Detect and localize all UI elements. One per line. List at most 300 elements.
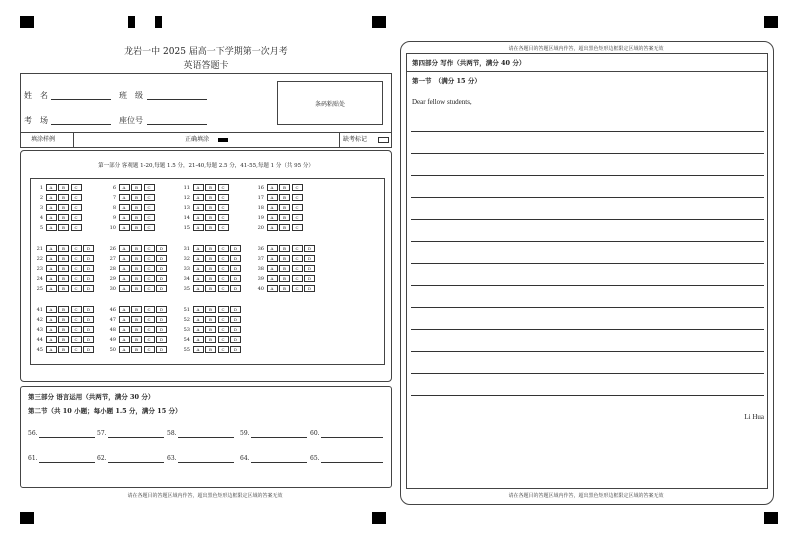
question-number: 37 [257, 256, 264, 262]
answer-bubble[interactable]: B [58, 336, 69, 343]
question-number: 6 [112, 185, 116, 191]
answer-bubble[interactable]: C [71, 245, 82, 252]
question-row [33, 336, 94, 343]
answer-bubble[interactable]: B [205, 194, 216, 201]
answer-bubble[interactable]: C [144, 275, 155, 282]
answer-blank[interactable] [251, 437, 307, 438]
answer-bubble[interactable]: C [71, 184, 82, 191]
fill-sample-label: 填涂样例 [31, 136, 56, 143]
writing-line[interactable] [411, 373, 764, 374]
question-number: 1 [39, 185, 43, 191]
writing-line[interactable] [411, 197, 764, 198]
question-number: 23 [36, 266, 43, 272]
answer-bubble[interactable]: A [46, 346, 57, 353]
writing-line[interactable] [411, 219, 764, 220]
question-number: 20 [257, 225, 264, 231]
correct-fill-sample [218, 138, 228, 142]
answer-bubble[interactable]: B [205, 346, 216, 353]
answer-bubble[interactable]: C [71, 194, 82, 201]
writing-line[interactable] [411, 307, 764, 308]
answer-bubble[interactable]: A [193, 346, 204, 353]
answer-bubble[interactable]: A [193, 306, 204, 313]
answer-bubble[interactable]: A [267, 224, 278, 231]
answer-bubble[interactable]: B [131, 255, 142, 262]
question-number: 18 [257, 205, 264, 211]
question-row [180, 245, 241, 252]
answer-bubble[interactable]: B [205, 275, 216, 282]
answer-bubble[interactable]: C [218, 326, 229, 333]
question-row [180, 204, 229, 211]
question-row [254, 285, 315, 292]
answer-bubble[interactable]: D [83, 346, 94, 353]
answer-bubble[interactable]: B [58, 194, 69, 201]
question-row [180, 306, 241, 313]
answer-bubble[interactable]: A [46, 214, 57, 221]
answer-bubble[interactable]: A [119, 346, 130, 353]
question-row [106, 204, 155, 211]
answer-bubble[interactable]: A [267, 184, 278, 191]
page-title: 龙岩一中 2025 届高一下学期第一次月考 [124, 47, 288, 57]
answer-bubble[interactable]: C [144, 306, 155, 313]
answer-bubble[interactable]: A [119, 184, 130, 191]
question-number: 38 [257, 266, 264, 272]
question-number: 39 [257, 276, 264, 282]
answer-bubble[interactable]: D [304, 255, 315, 262]
answer-bubble[interactable]: B [131, 346, 142, 353]
answer-bubble[interactable]: C [218, 285, 229, 292]
answer-bubble[interactable]: D [156, 336, 167, 343]
answer-bubble[interactable]: C [144, 346, 155, 353]
question-number: 24 [36, 276, 43, 282]
writing-line[interactable] [411, 329, 764, 330]
answer-bubble[interactable]: A [119, 224, 130, 231]
answer-bubble[interactable]: D [230, 346, 241, 353]
answer-bubble[interactable]: B [58, 214, 69, 221]
answer-bubble[interactable]: C [218, 336, 229, 343]
question-number: 2 [39, 195, 43, 201]
answer-bubble[interactable]: A [193, 326, 204, 333]
exam-room-field[interactable] [51, 124, 111, 125]
answer-bubble[interactable]: A [267, 204, 278, 211]
answer-bubble[interactable]: B [131, 224, 142, 231]
answer-bubble[interactable]: A [46, 224, 57, 231]
writing-line[interactable] [411, 153, 764, 154]
question-number: 26 [109, 246, 116, 252]
answer-bubble[interactable]: D [230, 306, 241, 313]
answer-bubble[interactable]: D [230, 316, 241, 323]
absent-checkbox[interactable] [378, 137, 389, 143]
answer-bubble[interactable]: B [58, 275, 69, 282]
answer-blank[interactable] [178, 437, 234, 438]
answer-bubble[interactable]: D [83, 255, 94, 262]
answer-bubble[interactable]: B [58, 255, 69, 262]
answer-bubble[interactable]: C [292, 275, 303, 282]
answer-bubble[interactable]: D [156, 255, 167, 262]
answer-bubble[interactable]: C [218, 204, 229, 211]
answer-bubble[interactable]: C [218, 306, 229, 313]
blank-number: 59. [240, 430, 250, 437]
answer-bubble[interactable]: A [193, 204, 204, 211]
answer-bubble[interactable]: B [131, 275, 142, 282]
answer-bubble[interactable]: C [218, 214, 229, 221]
answer-bubble[interactable]: B [205, 326, 216, 333]
question-number: 19 [257, 215, 264, 221]
answer-bubble[interactable]: A [267, 255, 278, 262]
writing-line[interactable] [411, 241, 764, 242]
answer-bubble[interactable]: C [218, 316, 229, 323]
question-number: 45 [36, 347, 43, 353]
answer-bubble[interactable]: A [46, 265, 57, 272]
question-row [33, 184, 82, 191]
answer-bubble[interactable]: C [218, 224, 229, 231]
answer-blank[interactable] [321, 462, 383, 463]
answer-blank[interactable] [108, 437, 164, 438]
answer-bubble[interactable]: B [131, 336, 142, 343]
answer-bubble[interactable]: C [292, 255, 303, 262]
answer-bubble[interactable]: B [58, 245, 69, 252]
correct-fill-label: 正确填涂 [185, 136, 210, 143]
question-number: 44 [36, 337, 43, 343]
answer-bubble[interactable]: B [205, 184, 216, 191]
answer-bubble[interactable]: B [205, 306, 216, 313]
answer-bubble[interactable]: C [71, 346, 82, 353]
answer-bubble[interactable]: D [230, 275, 241, 282]
question-row [180, 316, 241, 323]
question-row [33, 316, 94, 323]
answer-bubble[interactable]: A [119, 194, 130, 201]
answer-bubble[interactable]: C [71, 275, 82, 282]
timing-mark [372, 16, 386, 28]
question-number: 34 [183, 276, 190, 282]
question-row [180, 214, 229, 221]
answer-bubble[interactable]: D [156, 265, 167, 272]
answer-bubble[interactable]: B [279, 245, 290, 252]
answer-bubble[interactable]: A [46, 285, 57, 292]
question-row [106, 255, 167, 262]
answer-bubble[interactable]: B [131, 184, 142, 191]
answer-bubble[interactable]: C [218, 184, 229, 191]
answer-bubble[interactable]: B [205, 224, 216, 231]
answer-bubble[interactable]: C [292, 285, 303, 292]
answer-bubble[interactable]: B [205, 255, 216, 262]
answer-bubble[interactable]: B [205, 214, 216, 221]
answer-bubble[interactable]: A [193, 336, 204, 343]
answer-bubble[interactable]: C [71, 204, 82, 211]
answer-bubble[interactable]: C [144, 194, 155, 201]
answer-bubble[interactable]: C [71, 285, 82, 292]
answer-bubble[interactable]: A [267, 275, 278, 282]
answer-bubble[interactable]: C [71, 336, 82, 343]
blank-number: 56. [28, 430, 38, 437]
answer-bubble[interactable]: D [83, 316, 94, 323]
answer-bubble[interactable]: B [131, 306, 142, 313]
answer-bubble[interactable]: C [292, 224, 303, 231]
writing-line[interactable] [411, 351, 764, 352]
question-number: 35 [183, 286, 190, 292]
answer-bubble[interactable]: A [267, 265, 278, 272]
answer-bubble[interactable]: D [156, 326, 167, 333]
part4-box [406, 53, 768, 489]
answer-bubble[interactable]: C [218, 275, 229, 282]
answer-bubble[interactable]: A [193, 194, 204, 201]
answer-bubble[interactable]: B [205, 204, 216, 211]
answer-bubble[interactable]: C [292, 204, 303, 211]
question-row [33, 214, 82, 221]
answer-bubble[interactable]: A [193, 214, 204, 221]
answer-bubble[interactable]: B [131, 285, 142, 292]
answer-bubble[interactable]: A [46, 204, 57, 211]
answer-bubble[interactable]: B [279, 214, 290, 221]
answer-bubble[interactable]: B [131, 204, 142, 211]
answer-bubble[interactable]: C [218, 245, 229, 252]
question-number: 42 [36, 317, 43, 323]
answer-bubble[interactable]: C [144, 326, 155, 333]
answer-bubble[interactable]: D [83, 265, 94, 272]
answer-bubble[interactable]: B [205, 245, 216, 252]
answer-bubble[interactable]: B [279, 204, 290, 211]
question-number: 3 [39, 205, 43, 211]
answer-bubble[interactable]: C [292, 184, 303, 191]
answer-bubble[interactable]: D [156, 245, 167, 252]
answer-bubble[interactable]: A [119, 204, 130, 211]
answer-bubble[interactable]: D [156, 346, 167, 353]
answer-bubble[interactable]: A [119, 316, 130, 323]
answer-bubble[interactable]: D [156, 306, 167, 313]
fill-sample-row [21, 132, 391, 147]
question-number: 31 [183, 246, 190, 252]
answer-bubble[interactable]: D [156, 275, 167, 282]
class-label: 班 级 [119, 91, 143, 100]
answer-bubble[interactable]: D [156, 285, 167, 292]
answer-bubble[interactable]: B [279, 275, 290, 282]
answer-bubble[interactable]: B [279, 194, 290, 201]
answer-bubble[interactable]: A [267, 245, 278, 252]
answer-bubble[interactable]: B [58, 346, 69, 353]
answer-bubble[interactable]: B [58, 285, 69, 292]
question-number: 51 [183, 307, 190, 313]
answer-bubble[interactable]: C [71, 224, 82, 231]
answer-bubble[interactable]: C [71, 326, 82, 333]
answer-bubble[interactable]: A [119, 336, 130, 343]
answer-bubble[interactable]: D [304, 265, 315, 272]
answer-bubble[interactable]: D [83, 336, 94, 343]
answer-bubble[interactable]: C [144, 316, 155, 323]
answer-bubble[interactable]: A [193, 184, 204, 191]
answer-bubble[interactable]: C [144, 336, 155, 343]
answer-bubble[interactable]: A [46, 275, 57, 282]
answer-bubble[interactable]: A [193, 255, 204, 262]
question-number: 46 [109, 307, 116, 313]
answer-bubble[interactable]: A [46, 336, 57, 343]
answer-bubble[interactable]: C [292, 214, 303, 221]
answer-bubble[interactable]: A [193, 316, 204, 323]
answer-bubble[interactable]: A [119, 214, 130, 221]
answer-bubble[interactable]: B [279, 265, 290, 272]
question-number: 43 [36, 327, 43, 333]
blank-number: 62. [97, 455, 107, 462]
question-row [180, 275, 241, 282]
answer-bubble[interactable]: C [144, 184, 155, 191]
answer-bubble[interactable]: C [292, 265, 303, 272]
writing-line[interactable] [411, 263, 764, 264]
answer-bubble[interactable]: B [131, 214, 142, 221]
answer-bubble[interactable]: C [144, 204, 155, 211]
answer-bubble[interactable]: A [119, 275, 130, 282]
writing-line[interactable] [411, 131, 764, 132]
question-number: 55 [183, 347, 190, 353]
answer-bubble[interactable]: C [71, 265, 82, 272]
answer-bubble[interactable]: D [304, 245, 315, 252]
answer-blank[interactable] [321, 437, 383, 438]
answer-bubble[interactable]: A [193, 245, 204, 252]
answer-blank[interactable] [39, 437, 95, 438]
answer-bubble[interactable]: C [71, 214, 82, 221]
answer-bubble[interactable]: D [304, 285, 315, 292]
answer-bubble[interactable]: A [46, 255, 57, 262]
question-row [106, 275, 167, 282]
answer-bubble[interactable]: D [83, 275, 94, 282]
answer-bubble[interactable]: B [58, 316, 69, 323]
question-row [180, 224, 229, 231]
answer-blank[interactable] [108, 462, 164, 463]
answer-bubble[interactable]: B [131, 245, 142, 252]
answer-bubble[interactable]: D [156, 316, 167, 323]
answer-blank[interactable] [178, 462, 234, 463]
writing-line[interactable] [411, 175, 764, 176]
answer-bubble[interactable]: C [292, 194, 303, 201]
class-field[interactable] [147, 99, 207, 100]
answer-bubble[interactable]: A [193, 285, 204, 292]
answer-bubble[interactable]: D [83, 326, 94, 333]
question-number: 8 [112, 205, 116, 211]
name-field[interactable] [51, 99, 111, 100]
answer-bubble[interactable]: D [230, 245, 241, 252]
answer-bubble[interactable]: B [58, 184, 69, 191]
answer-bubble[interactable]: B [58, 326, 69, 333]
answer-bubble[interactable]: A [119, 245, 130, 252]
question-number: 28 [109, 266, 116, 272]
answer-bubble[interactable]: C [144, 285, 155, 292]
question-row [254, 214, 303, 221]
answer-bubble[interactable]: A [193, 224, 204, 231]
question-row [254, 275, 315, 282]
answer-bubble[interactable]: B [205, 285, 216, 292]
answer-bubble[interactable]: C [144, 255, 155, 262]
answer-bubble[interactable]: A [46, 316, 57, 323]
writing-line[interactable] [411, 285, 764, 286]
answer-bubble[interactable]: A [267, 194, 278, 201]
answer-bubble[interactable]: A [193, 265, 204, 272]
answer-bubble[interactable]: A [46, 306, 57, 313]
answer-bubble[interactable]: C [144, 224, 155, 231]
question-number: 40 [257, 286, 264, 292]
answer-blank[interactable] [251, 462, 307, 463]
answer-bubble[interactable]: C [292, 245, 303, 252]
answer-bubble[interactable]: B [279, 224, 290, 231]
answer-bubble[interactable]: A [119, 265, 130, 272]
question-number: 52 [183, 317, 190, 323]
answer-bubble[interactable]: C [71, 255, 82, 262]
answer-bubble[interactable]: B [58, 306, 69, 313]
answer-bubble[interactable]: C [218, 265, 229, 272]
question-row [180, 326, 241, 333]
seat-label: 座位号 [119, 116, 143, 125]
question-row [254, 245, 315, 252]
answer-bubble[interactable]: B [279, 255, 290, 262]
answer-bubble[interactable]: C [218, 346, 229, 353]
answer-bubble[interactable]: C [218, 255, 229, 262]
answer-bubble[interactable]: B [279, 184, 290, 191]
seat-field[interactable] [147, 124, 207, 125]
answer-bubble[interactable]: A [46, 194, 57, 201]
question-number: 5 [39, 225, 43, 231]
answer-bubble[interactable]: A [119, 285, 130, 292]
answer-bubble[interactable]: A [267, 285, 278, 292]
answer-bubble[interactable]: C [218, 194, 229, 201]
question-number: 9 [112, 215, 116, 221]
answer-bubble[interactable]: D [230, 326, 241, 333]
answer-bubble[interactable]: B [279, 285, 290, 292]
question-row [106, 224, 155, 231]
answer-bubble[interactable]: C [144, 245, 155, 252]
answer-bubble[interactable]: C [71, 306, 82, 313]
answer-bubble[interactable]: A [46, 245, 57, 252]
question-row [33, 306, 94, 313]
question-row [180, 285, 241, 292]
answer-bubble[interactable]: B [58, 204, 69, 211]
answer-bubble[interactable]: D [83, 306, 94, 313]
answer-bubble[interactable]: B [131, 326, 142, 333]
answer-bubble[interactable]: C [144, 214, 155, 221]
answer-bubble[interactable]: B [131, 265, 142, 272]
question-number: 14 [183, 215, 190, 221]
student-info-box [20, 73, 392, 148]
timing-mark [372, 512, 386, 524]
answer-bubble[interactable]: D [83, 285, 94, 292]
answer-bubble[interactable]: A [193, 275, 204, 282]
answer-blank[interactable] [39, 462, 95, 463]
answer-bubble[interactable]: D [230, 285, 241, 292]
answer-bubble[interactable]: C [71, 316, 82, 323]
answer-bubble[interactable]: B [205, 316, 216, 323]
answer-bubble[interactable]: D [230, 255, 241, 262]
question-number: 7 [112, 195, 116, 201]
answer-bubble[interactable]: D [83, 245, 94, 252]
answer-bubble[interactable]: A [46, 326, 57, 333]
question-row [180, 184, 229, 191]
answer-bubble[interactable]: A [119, 255, 130, 262]
question-number: 10 [109, 225, 116, 231]
answer-bubble[interactable]: B [58, 265, 69, 272]
answer-bubble[interactable]: D [230, 265, 241, 272]
answer-bubble[interactable]: B [58, 224, 69, 231]
timing-mark [155, 16, 162, 28]
answer-bubble[interactable]: B [131, 194, 142, 201]
answer-bubble[interactable]: D [230, 336, 241, 343]
question-row [254, 184, 303, 191]
answer-bubble[interactable]: B [131, 316, 142, 323]
answer-bubble[interactable]: A [267, 214, 278, 221]
answer-bubble[interactable]: C [144, 265, 155, 272]
writing-line[interactable] [411, 395, 764, 396]
answer-bubble[interactable]: A [119, 306, 130, 313]
answer-bubble[interactable]: B [205, 336, 216, 343]
answer-bubble[interactable]: A [119, 326, 130, 333]
answer-bubble[interactable]: D [304, 275, 315, 282]
answer-bubble[interactable]: B [205, 265, 216, 272]
question-number: 41 [36, 307, 43, 313]
answer-bubble[interactable]: A [46, 184, 57, 191]
